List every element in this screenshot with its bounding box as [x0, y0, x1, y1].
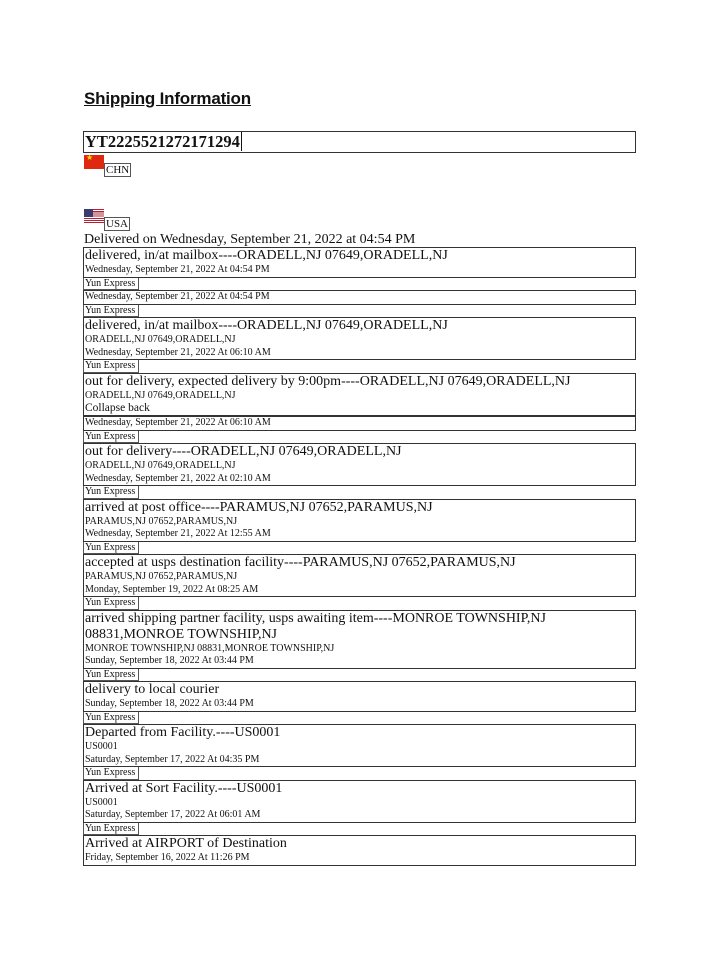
tracking-event: [83, 373, 636, 417]
carrier-label: Yun Express: [83, 823, 139, 836]
page-title: Shipping Information: [84, 89, 251, 108]
tracking-event: [83, 499, 636, 542]
carrier-label: Yun Express: [83, 669, 139, 682]
tracking-event: [83, 835, 636, 866]
tracking-event: [83, 416, 636, 431]
carrier-label: Yun Express: [83, 431, 139, 444]
event-detail: US0001: [85, 741, 118, 752]
event-detail: Wednesday, September 21, 2022 At 04:54 PM: [85, 264, 270, 275]
event-detail: PARAMUS,NJ 07652,PARAMUS,NJ: [85, 515, 238, 527]
tracking-number-field[interactable]: [83, 131, 636, 153]
event-description: delivered, in/at mailbox----ORADELL,NJ 07649,ORADELL,NJ: [85, 318, 448, 333]
tracking-event: [83, 681, 636, 712]
event-description: out for delivery, expected delivery by 9:00pm----ORADELL,NJ 07649,ORADELL,NJ: [85, 373, 571, 389]
tracking-event: [83, 610, 636, 669]
carrier-label: Yun Express: [83, 305, 139, 318]
carrier-label: Yun Express: [83, 278, 139, 291]
collapse-back-link[interactable]: Collapse back: [85, 402, 150, 414]
event-description: out for delivery----ORADELL,NJ 07649,ORADELL,NJ: [85, 444, 402, 459]
carrier-label: Yun Express: [83, 767, 139, 780]
event-detail: US0001: [85, 796, 118, 808]
tracking-event: [83, 724, 636, 767]
event-detail: Wednesday, September 21, 2022 At 02:10 AM: [85, 472, 271, 484]
event-detail: ORADELL,NJ 07649,ORADELL,NJ: [85, 460, 236, 471]
event-detail: Monday, September 19, 2022 At 08:25 AM: [85, 583, 259, 595]
carrier-label: Yun Express: [83, 542, 139, 555]
tracking-events-list: [83, 247, 636, 866]
event-description: Departed from Facility.----US0001: [85, 725, 281, 740]
tracking-event: [83, 317, 636, 360]
event-description: arrived at post office----PARAMUS,NJ 07652,PARAMUS,NJ: [85, 499, 433, 515]
event-detail: Saturday, September 17, 2022 At 06:01 AM: [85, 809, 261, 820]
china-flag-icon: [84, 155, 104, 169]
event-detail: Wednesday, September 21, 2022 At 12:55 AM: [85, 528, 271, 539]
event-description: delivery to local courier: [85, 682, 220, 697]
event-detail: Wednesday, September 21, 2022 At 06:10 AM: [85, 346, 271, 358]
tracking-event: [83, 290, 636, 305]
event-description: arrived shipping partner facility, usps awaiting item----MONROE TOWNSHIP,NJ 08831,MONROE TOWNSHIP,NJ: [85, 610, 546, 642]
event-detail: Wednesday, September 21, 2022 At 04:54 PM: [85, 291, 270, 302]
destination-country-label: USA: [106, 218, 129, 230]
carrier-label: Yun Express: [83, 486, 139, 499]
tracking-event: [83, 443, 636, 486]
origin-country: [84, 155, 131, 177]
carrier-label: Yun Express: [83, 597, 139, 610]
event-detail: Wednesday, September 21, 2022 At 06:10 AM: [85, 417, 271, 428]
event-detail: Sunday, September 18, 2022 At 03:44 PM: [85, 655, 254, 666]
event-detail: ORADELL,NJ 07649,ORADELL,NJ: [85, 334, 236, 345]
event-description: Arrived at AIRPORT of Destination: [85, 836, 287, 851]
destination-country: [84, 209, 130, 231]
tracking-event: [83, 780, 636, 823]
event-detail: Sunday, September 18, 2022 At 03:44 PM: [85, 698, 254, 709]
origin-country-label: CHN: [106, 164, 130, 176]
carrier-label: Yun Express: [83, 360, 139, 373]
event-detail: Saturday, September 17, 2022 At 04:35 PM: [85, 753, 260, 765]
event-detail: Friday, September 16, 2022 At 11:26 PM: [85, 852, 250, 863]
event-detail: ORADELL,NJ 07649,ORADELL,NJ: [85, 389, 236, 401]
tracking-number-value: YT2225521272171294: [85, 132, 240, 151]
event-detail: MONROE TOWNSHIP,NJ 08831,MONROE TOWNSHIP,NJ: [85, 642, 335, 654]
delivery-summary: Delivered on Wednesday, September 21, 2022 at 04:54 PM: [84, 232, 416, 247]
event-description: accepted at usps destination facility----PARAMUS,NJ 07652,PARAMUS,NJ: [85, 555, 516, 570]
carrier-label: Yun Express: [83, 712, 139, 725]
usa-flag-icon: [84, 209, 104, 223]
tracking-event: [83, 554, 636, 597]
event-description: delivered, in/at mailbox----ORADELL,NJ 07649,ORADELL,NJ: [85, 248, 448, 263]
tracking-event: [83, 247, 636, 278]
event-description: Arrived at Sort Facility.----US0001: [85, 780, 283, 796]
event-detail: PARAMUS,NJ 07652,PARAMUS,NJ: [85, 571, 238, 582]
